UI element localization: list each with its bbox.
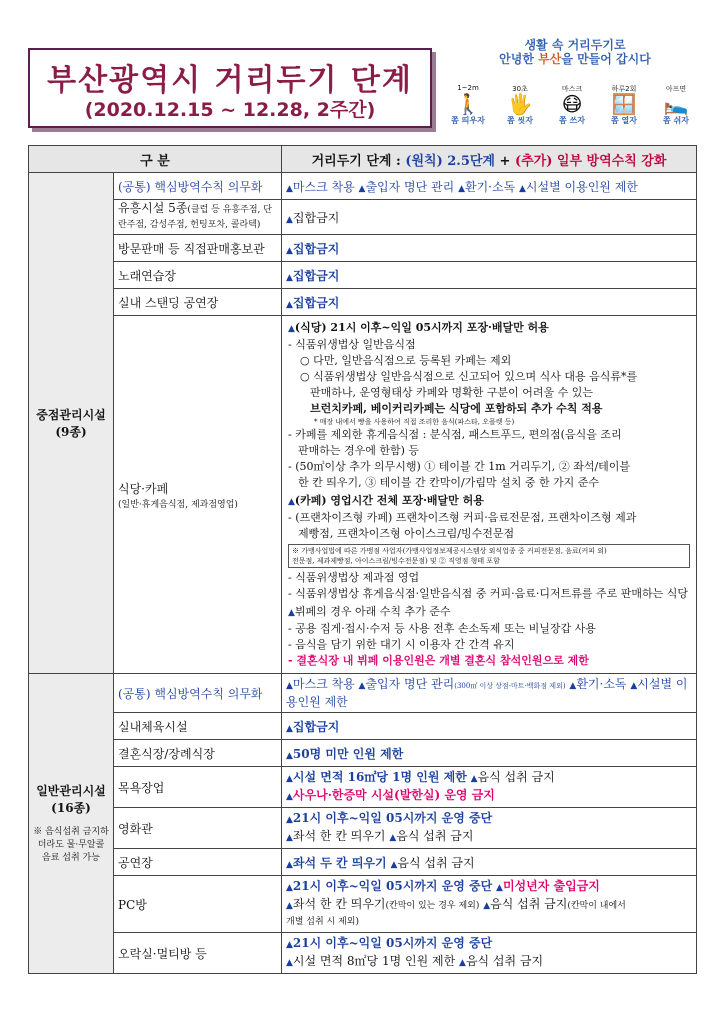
- period-subtitle: (2020.12.15 ~ 12.28, 2주간): [84, 99, 376, 121]
- page-title: 부산광역시 거리두기 단계: [47, 63, 413, 98]
- row-label: 오락실·멀티방 등: [114, 933, 282, 974]
- row-rule: ▲집합금지: [282, 289, 697, 316]
- row-label: 실내 스탠딩 공연장: [114, 289, 282, 316]
- row-rule: ▲집합금지: [282, 200, 697, 235]
- row-rule: ▲집합금지: [282, 262, 697, 289]
- table-row: [29, 849, 697, 876]
- mask-icon: 마스크 😷 쫌 쓰자: [559, 85, 585, 125]
- group-priority: 중점관리시설 (9종): [29, 173, 114, 674]
- header-category: 구 분: [29, 146, 282, 173]
- slogan-line1: 생활 속 거리두기로: [524, 38, 626, 52]
- row-rule: ▲좌석 두 칸 띄우기 ▲음식 섭취 금지: [282, 849, 697, 876]
- table-row: [29, 933, 697, 974]
- row-rule: ▲마스크 착용 ▲출입자 명단 관리 ▲환기·소독 ▲시설별 이용인원 제한: [282, 173, 697, 200]
- row-label: 노래연습장: [114, 262, 282, 289]
- row-rule: ▲시설 면적 16㎡당 1명 인원 제한 ▲음식 섭취 금지 ▲사우나·한증막 시설(발한실) 운영 금지: [282, 767, 697, 808]
- distancing-table: [28, 145, 697, 974]
- table-row: [29, 674, 697, 713]
- table-row: [29, 235, 697, 262]
- row-label: PC방: [114, 876, 282, 933]
- row-rule: ▲집합금지: [282, 235, 697, 262]
- handwash-icon: 30초 🖐 쫌 씻자: [507, 85, 533, 125]
- table-row: [29, 808, 697, 849]
- table-row: [29, 200, 697, 235]
- distance-icon: 1~2m 🚶 쫌 띄우자: [451, 84, 485, 125]
- row-label: 방문판매 등 직접판매홍보관: [114, 235, 282, 262]
- row-label: 식당·카페 (일반·휴게음식점, 제과점영업): [114, 316, 282, 674]
- table-row: [29, 740, 697, 767]
- row-rule: ▲21시 이후~익일 05시까지 운영 중단 ▲미성년자 출입금지 ▲좌석 한 칸 띄우기(칸막이 있는 경우 제외) ▲음식 섭취 금지(칸막이 내에서 개별 섭취 시 제외): [282, 876, 697, 933]
- row-label: 유흥시설 5종(클럽 등 유흥주점, 단란주점, 감성주점, 헌팅포차, 콜라텍): [114, 200, 282, 235]
- table-row: [29, 173, 697, 200]
- table-row: [29, 316, 697, 674]
- table-row: [29, 262, 697, 289]
- row-label: (공통) 핵심방역수칙 의무화: [114, 173, 282, 200]
- row-label: 실내체육시설: [114, 713, 282, 740]
- row-rule: ▲50명 미만 인원 제한: [282, 740, 697, 767]
- row-label: 목욕장업: [114, 767, 282, 808]
- rest-icon: 아프면 🛌 쫌 쉬자: [663, 85, 689, 125]
- group-general: 일반관리시설 (16종) ※ 음식섭취 금지하더라도 물·무알콜 음료 섭취 가능: [29, 674, 114, 974]
- row-label: (공통) 핵심방역수칙 의무화: [114, 674, 282, 713]
- ventilate-icon: 하루2회 🪟 쫌 열자: [611, 85, 637, 125]
- row-label: 공연장: [114, 849, 282, 876]
- franchise-note: ※ 가맹사업법에 따른 가맹점 사업자(가맹사업정보제공시스템상 외식업종 중 커피전문점, 음료(커피 외) 전문점, 제과제빵점, 아이스크림/빙수전문점) 및 ② 직영점 형태 포함: [288, 544, 690, 568]
- title-box: [28, 48, 432, 128]
- table-row: [29, 289, 697, 316]
- slogan-line2: 안녕한 부산을 만들어 갑시다: [499, 52, 651, 66]
- table-row: [29, 876, 697, 933]
- row-rule: ▲집합금지: [282, 713, 697, 740]
- row-rule: ▲마스크 착용 ▲출입자 명단 관리(300㎡ 이상 상점·마트·백화점 제외) ▲환기·소독 ▲시설별 이용인원 제한: [282, 674, 697, 713]
- campaign-icons: [445, 84, 705, 138]
- table-row: [29, 713, 697, 740]
- table-header: [29, 146, 697, 173]
- row-rule: ▲21시 이후~익일 05시까지 운영 중단 ▲시설 면적 8㎡당 1명 인원 제한 ▲음식 섭취 금지: [282, 933, 697, 974]
- food-rules: ▲(식당) 21시 이후~익일 05시까지 포장·배달만 허용 - 식품위생법상 일반음식점 ○ 다만, 일반음식점으로 등록된 카페는 제외 ○ 식품위생법상 일반음식점으로 신고되어 있으며 식사 대용 음식류*를 판매하나, 운영형태상 카페와 명확한 구분이 어려울 수 있는 브런치카페, 베이커리카페는 식당에 포함하되 추가 수칙 적용 * 매장 내에서 빵을 사용하여 직접 조리한 음식(파스타, 오믈렛 등) - 카페를 제외한 휴게음식점 : 분식점, 패스트푸드, 편의점(음식을 조리 판매하는 경우에 한함) 등 - (50㎡이상 추가 의무시행) ① 테이블 간 1m 거리두기, ② 좌석/테이블 한 칸 띄우기, ③ 테이블 간 칸막이/가림막 설치 중 한 가지 준수 ▲(카페) 영업시간 전체 포장·배달만 허용 - (프랜차이즈형 카페) 프랜차이즈형 커피·음료전문점, 프랜차이즈형 제과 제빵점, 프랜차이즈형 아이스크림/빙수전문점 ※ 가맹사업법에 따른 가맹점 사업자(가맹사업정보제공시스템상 외식업종 중 커피전문점, 음료(커피 외) 전문점, 제과제빵점, 아이스크림/빙수전문점) 및 ② 직영점 형태 포함 - 식품위생법상 제과점 영업 - 식품위생법상 휴게음식점·일반음식점 중 커피·음료·디저트류를 주로 판매하는 식당 ▲뷔페의 경우 아래 수칙 추가 준수 - 공용 집게·접시·수저 등 사용 전후 손소독제 또는 비닐장갑 사용 - 음식을 담기 위한 대기 시 이용자 간 간격 유지 - 결혼식장 내 뷔페 이용인원은 개별 결혼식 참석인원으로 제한: [282, 316, 697, 674]
- table-row: [29, 767, 697, 808]
- row-label: 영화관: [114, 808, 282, 849]
- row-rule: ▲21시 이후~익일 05시까지 운영 중단 ▲좌석 한 칸 띄우기 ▲음식 섭취 금지: [282, 808, 697, 849]
- slogan: [470, 38, 680, 66]
- header-stage: 거리두기 단계 : (원칙) 2.5단계 + (추가) 일부 방역수칙 강화: [282, 146, 697, 173]
- row-label: 결혼식장/장례식장: [114, 740, 282, 767]
